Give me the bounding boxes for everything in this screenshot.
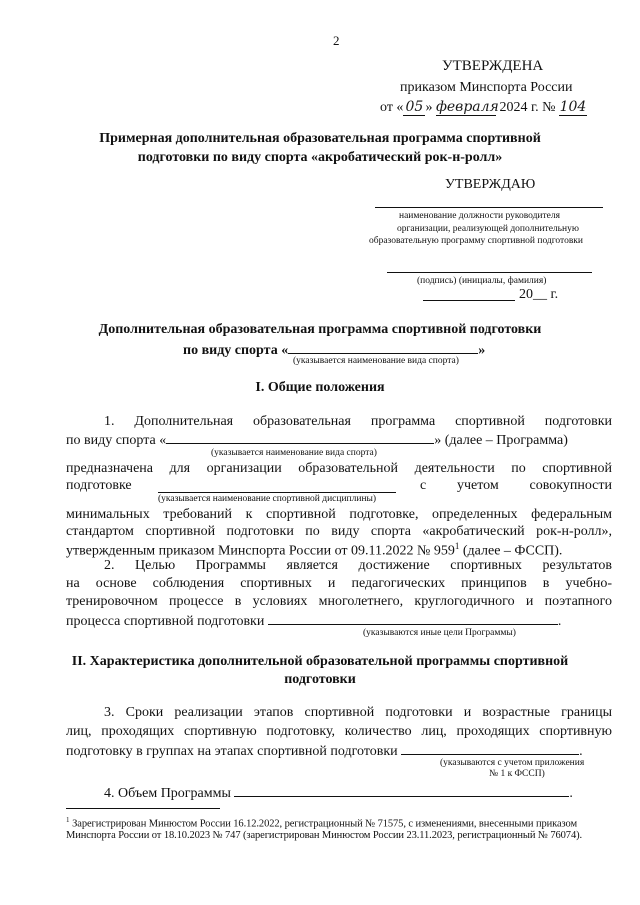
footnote-separator (66, 808, 220, 809)
p1-line1: 1. Дополнительная образовательная программа спортивной подготовки (104, 414, 612, 429)
p4-end: . (569, 786, 573, 801)
p1-line4-a: подготовке (66, 478, 132, 493)
p2-line2: на основе соблюдения спортивных и педагогических принципов в учебно- (66, 576, 612, 591)
p3-hint-2: № 1 к ФССП) (489, 769, 545, 779)
program-title-hint: (указывается наименование вида спорта) (293, 356, 459, 366)
p3-hint-1: (указываются с учетом приложения (440, 758, 585, 768)
position-hint-2: организации, реализующей дополнительную (397, 224, 579, 234)
footnote-line1 (66, 816, 577, 830)
doc-title-line1: Примерная дополнительная образовательная программа спортивной (99, 131, 541, 146)
p3-line2: лиц, проходящих спортивную подготовку, количество лиц, проходящих спортивную (66, 724, 612, 739)
approval-date-line (380, 99, 587, 116)
p2-hint: (указываются иные цели Программы) (363, 628, 516, 638)
footnote-text-1: Зарегистрирован Минюстом России 16.12.2022, регистрационный № 71575, с изменениями, внесенными приказом (72, 818, 578, 830)
program-title-line1: Дополнительная образовательная программа спортивной подготовки (98, 322, 542, 337)
p3-end: . (579, 744, 583, 759)
p1-line2 (66, 431, 568, 449)
p1-line7-a: утвержденным приказом Минспорта России от 09.11.2022 № 959 (66, 543, 455, 559)
p1-line5: минимальных требований к спортивной подготовке, определенных федеральным (66, 507, 612, 522)
section1-heading: I. Общие положения (255, 380, 385, 395)
p3-line3-text: подготовку в группах на этапах спортивной подготовки (66, 744, 398, 759)
p2-end: . (557, 614, 562, 629)
p1-line4-b: с учетом совокупности (420, 478, 612, 493)
footnote-ref: 1 (454, 541, 460, 551)
p3-line1: 3. Сроки реализации этапов спортивной подготовки и возрастные границы (104, 705, 612, 720)
approve-year: 20__ г. (519, 287, 559, 302)
p1-line6: стандартом спортивной подготовки по виду спорта «акробатический рок-н-ролл», (66, 524, 612, 539)
date-prefix: от « (380, 100, 404, 115)
footnote-mark: 1 (66, 816, 70, 824)
approval-order-line: приказом Минспорта России (400, 80, 573, 95)
signature-hint: (подпись) (инициалы, фамилия) (417, 276, 547, 286)
terms-blank (401, 742, 579, 755)
p2-line3: тренировочном процессе в условиях многолетнего, круглогодичного и поэтапного (66, 594, 612, 609)
volume-blank (234, 784, 569, 797)
program-title-prefix: по виду спорта « (183, 343, 289, 358)
p2-line1: 2. Целью Программы является достижение спортивных результатов (104, 558, 612, 573)
p4-line (104, 784, 573, 802)
sport-name-blank (288, 341, 478, 354)
signature-line (387, 272, 592, 273)
date-year: 2024 г. № (499, 100, 556, 115)
date-mid: » (425, 100, 433, 115)
position-hint-1: наименование должности руководителя (399, 211, 560, 221)
date-line (423, 300, 515, 301)
handwritten-day: 05 (403, 99, 425, 116)
p1-sport-blank (166, 431, 434, 444)
p1-line2-suffix: » (далее – Программа) (434, 433, 568, 448)
program-title-suffix: » (478, 343, 486, 358)
p1-line2-prefix: по виду спорта « (66, 433, 167, 448)
handwritten-number: 104 (559, 99, 587, 115)
p1-hint-sport: (указывается наименование вида спорта) (211, 448, 377, 458)
section2-heading-line2: подготовки (284, 672, 356, 687)
position-hint-3: образовательную программу спортивной подготовки (369, 236, 584, 246)
p2-line4-text: процесса спортивной подготовки (66, 614, 265, 629)
goals-blank (268, 612, 558, 625)
discipline-blank (158, 492, 396, 493)
p1-hint-discipline: (указывается наименование спортивной дисциплины) (158, 494, 377, 504)
p1-line3: предназначена для организации образовательной деятельности по спортивной (66, 461, 612, 476)
footnote-line2: Минспорта России от 18.10.2023 № 747 (зарегистрирован Минюстом России 23.11.2023, регистрационный № 76074). (66, 830, 583, 841)
position-line (375, 207, 603, 208)
section2-heading-line1: II. Характеристика дополнительной образовательной программы спортивной (71, 654, 569, 669)
p4-text: 4. Объем Программы (104, 786, 231, 801)
p1-line7 (66, 541, 562, 560)
p1-line7-b: (далее – ФССП). (459, 543, 563, 559)
doc-title-line2: подготовки по виду спорта «акробатический рок-н-ролл» (137, 150, 503, 165)
approval-title: УТВЕРЖДЕНА (442, 58, 544, 74)
handwritten-month: февраля (435, 99, 499, 115)
page-number: 2 (333, 33, 340, 48)
approve-title: УТВЕРЖДАЮ (445, 177, 536, 192)
